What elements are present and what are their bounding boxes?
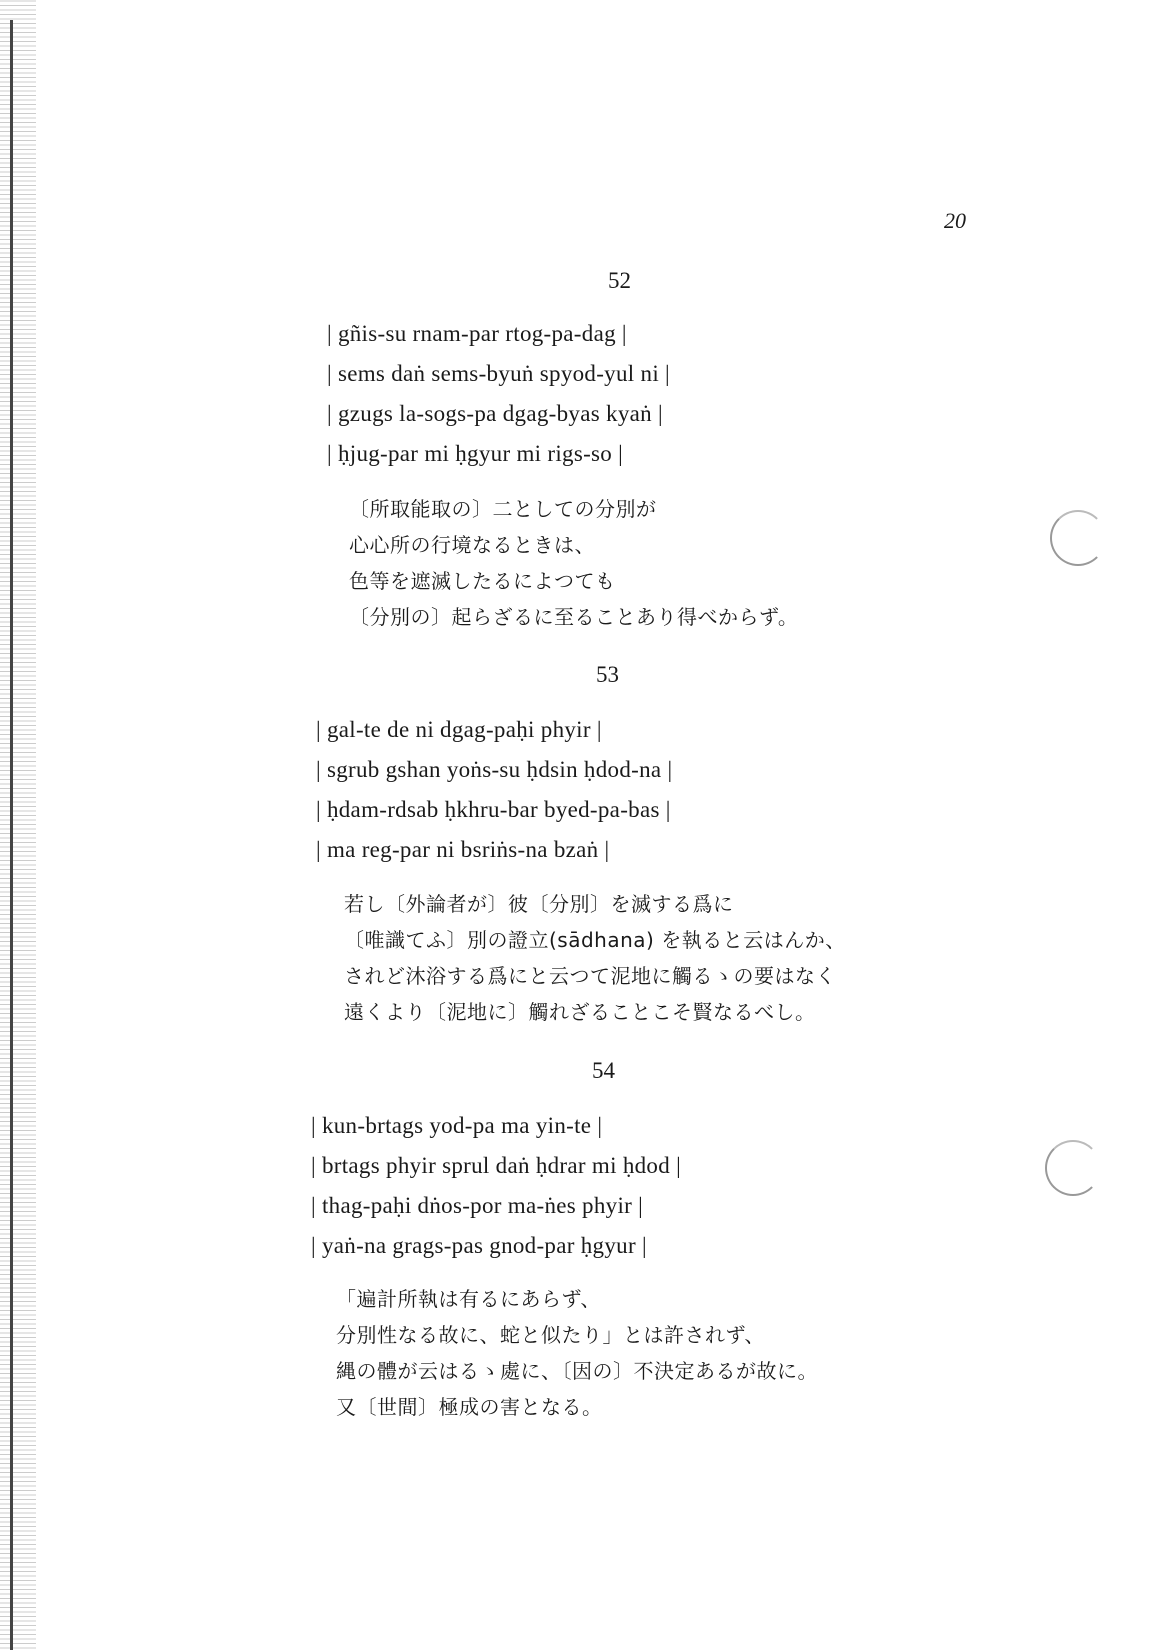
tibetan-line: | ḥjug-par mi ḥgyur mi rigs-so | xyxy=(327,441,624,466)
tibetan-line: | thag-paḥi dṅos-por ma-ṅes phyir | xyxy=(311,1193,644,1218)
tibetan-line: | ma reg-par ni bsriṅs-na bzaṅ | xyxy=(316,837,610,862)
tibetan-line: | sems daṅ sems-byuṅ spyod-yul ni | xyxy=(327,361,670,386)
tibetan-line: | kun-brtags yod-pa ma yin-te | xyxy=(311,1113,603,1138)
verse-number: 53 xyxy=(596,662,619,687)
punch-hole-mark xyxy=(1045,1140,1101,1196)
japanese-translation-line: 〔分別の〕起らざるに至ることあり得べからず。 xyxy=(349,605,799,629)
tibetan-line: | brtags phyir sprul daṅ ḥdrar mi ḥdod | xyxy=(311,1153,681,1178)
tibetan-line: | yaṅ-na grags-pas gnod-par ḥgyur | xyxy=(311,1233,647,1258)
binding-shadow xyxy=(10,20,13,1650)
japanese-translation-line: 縄の體が云はるゝ處に、〔因の〕不決定あるが故に。 xyxy=(336,1359,818,1383)
verse-number: 52 xyxy=(608,268,631,293)
japanese-translation-line: 分別性なる故に、蛇と似たり」とは許されず、 xyxy=(336,1323,765,1347)
tibetan-line: | gal-te de ni dgag-paḥi phyir | xyxy=(316,717,602,742)
japanese-translation-line: 若し〔外論者が〕彼〔分別〕を滅する爲に xyxy=(344,892,734,916)
japanese-translation-line: 「遍計所執は有るにあらず、 xyxy=(336,1287,601,1311)
tibetan-line: | gñis-su rnam-par rtog-pa-dag | xyxy=(327,321,627,346)
tibetan-line: | gzugs la-sogs-pa dgag-byas kyaṅ | xyxy=(327,401,663,426)
japanese-translation-line: 心心所の行境なるときは、 xyxy=(349,533,595,557)
japanese-translation-line: 〔所取能取の〕二としての分別が xyxy=(349,497,657,521)
tibetan-line: | ḥdam-rdsab ḥkhru-bar byed-pa-bas | xyxy=(316,797,671,822)
tibetan-line: | sgrub gshan yoṅs-su ḥdsin ḥdod-na | xyxy=(316,757,673,782)
japanese-translation-line: 色等を遮滅したるによつても xyxy=(349,569,616,593)
punch-hole-mark xyxy=(1050,510,1106,566)
japanese-translation-line: 又〔世間〕極成の害となる。 xyxy=(336,1395,603,1419)
japanese-translation-line: 遠くより〔泥地に〕觸れざることこそ賢なるべし。 xyxy=(344,1000,816,1024)
verse-number: 54 xyxy=(592,1058,615,1083)
japanese-translation-line: 〔唯識てふ〕別の證立(sādhana) を執ると云はんか、 xyxy=(344,928,846,952)
japanese-translation-line: されど沐浴する爲にと云つて泥地に觸るゝの要はなく xyxy=(344,964,836,988)
page-number: 20 xyxy=(944,208,966,233)
book-binding-edge xyxy=(0,0,36,1652)
